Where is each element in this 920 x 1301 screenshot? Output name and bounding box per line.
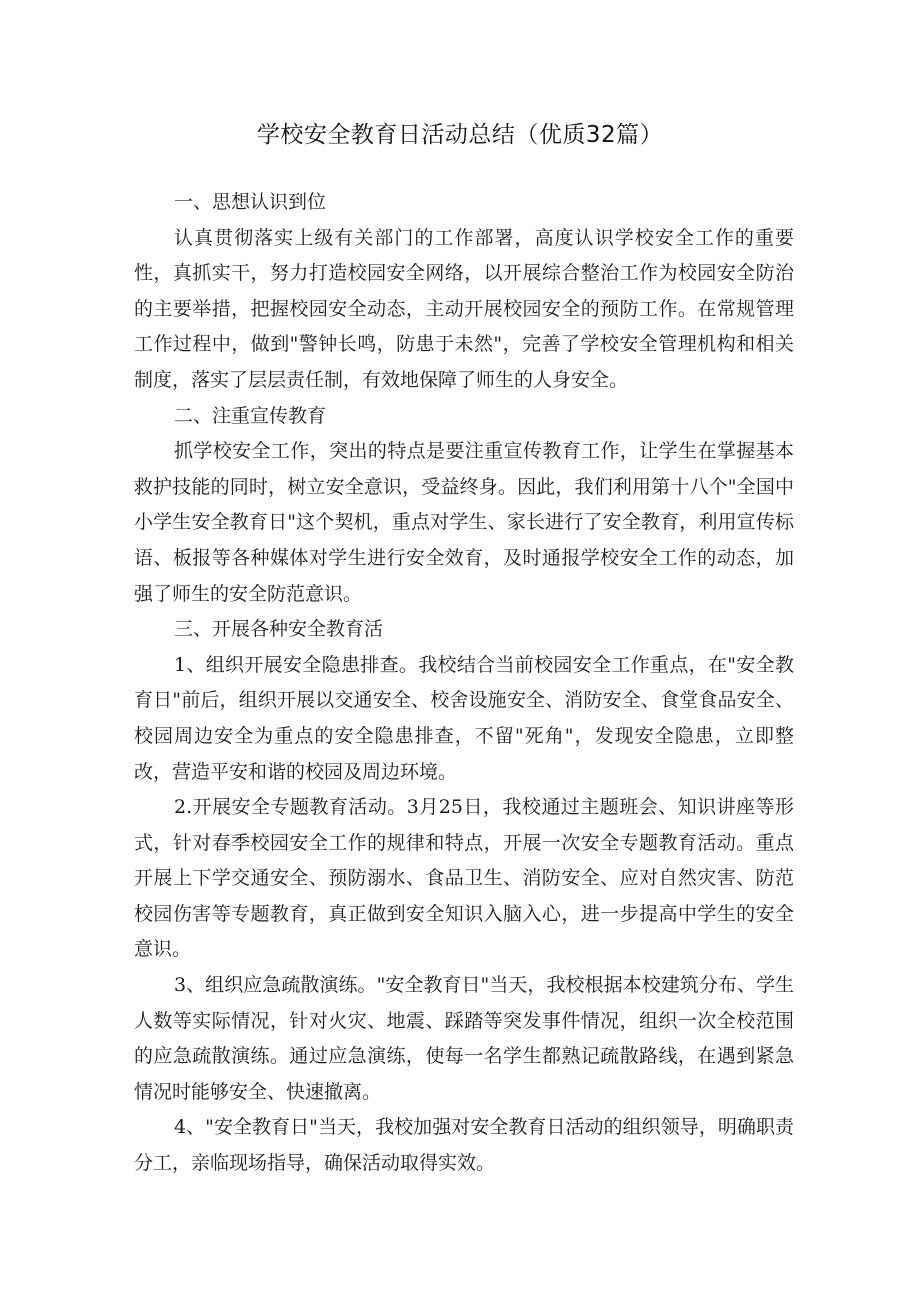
paragraph: 3、组织应急疏散演练。"安全教育日"当天，我校根据本校建筑分布、学生人数等实际情况，针对火灾、地震、踩踏等突发事件情况，组织一次全校范围的应急疏散演练。通过应急演练，使每一名学生都熟记疏散路线，在遇到紧急情况时能够安全、快速撤离。: [134, 974, 794, 1103]
document-body: [134, 185, 794, 1182]
section-heading-3: 三、开展各种安全教育活: [174, 618, 384, 641]
paragraph: 2.开展安全专题教育活动。3月25日，我校通过主题班会、知识讲座等形式，针对春季校园安全工作的规律和特点，开展一次安全专题教育活动。重点开展上下学交通安全、预防溺水、食品卫生、消防安全、应对自然灾害、防范校园伤害等专题教育，真正做到安全知识入脑入心，进一步提高中学生的安全意识。: [134, 796, 794, 961]
section-heading-1: 一、思想认识到位: [174, 191, 327, 213]
document-title: 学校安全教育日活动总结（优质32篇）: [256, 122, 664, 148]
paragraph: 4、"安全教育日"当天，我校加强对安全教育日活动的组织领导，明确职责分工，亲临现场指导，确保活动取得实效。: [134, 1116, 794, 1175]
paragraph: 1、组织开展安全隐患排查。我校结合当前校园安全工作重点，在"安全教育日"前后，组织开展以交通安全、校舍设施安全、消防安全、食堂食品安全、校园周边安全为重点的安全隐患排查，不留"死角"，发现安全隐患，立即整改，营造平安和谐的校园及周边环境。: [134, 653, 794, 783]
paragraph: 认真贯彻落实上级有关部门的工作部署，高度认识学校安全工作的重要性，真抓实干，努力打造校园安全网络，以开展综合整治工作为校园安全防治的主要举措，把握校园安全动态，主动开展校园安全的预防工作。在常规管理工作过程中，做到"警钟长鸣，防患于未然"，完善了学校安全管理机构和相关制度，落实了层层责任制，有效地保障了师生的人身安全。: [134, 226, 794, 391]
section-heading-2: 二、注重宣传教育: [174, 404, 327, 427]
paragraph: 抓学校安全工作，突出的特点是要注重宣传教育工作，让学生在掌握基本救护技能的同时，树立安全意识，受益终身。因此，我们利用第十八个"全国中小学生安全教育日"这个契机，重点对学生、家长进行了安全教育，利用宣传标语、板报等各种媒体对学生进行安全效育，及时通报学校安全工作的动态，加强了师生的安全防范意识。: [134, 440, 794, 605]
